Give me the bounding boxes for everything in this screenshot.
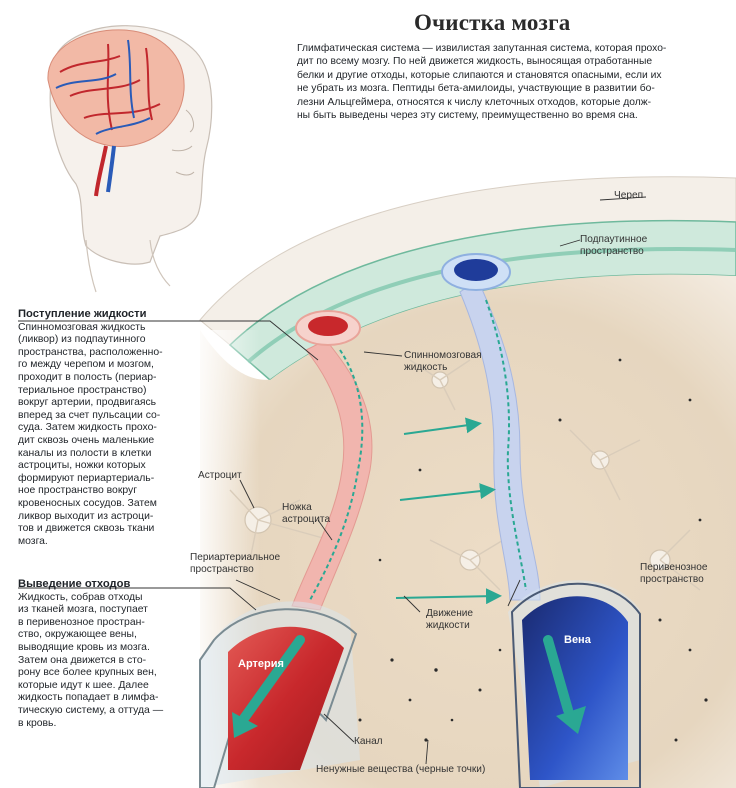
- outflow-line: Затем она движется в сто-: [18, 654, 147, 666]
- outflow-line: жидкость попадает в лимфа-: [18, 692, 159, 704]
- intro-line: ны быть выведены через эту систему, преимущественно во время сна.: [297, 110, 638, 122]
- outflow-section: [18, 578, 163, 730]
- inflow-line: тов и движется сквозь ткани: [18, 523, 155, 535]
- outflow-line: из тканей мозга, поступает: [18, 604, 148, 616]
- inflow-line: пространства, расположенно-: [18, 346, 163, 358]
- inflow-line: астроциты, ножки которых: [18, 460, 146, 472]
- inflow-line: кровеносных сосудов. Затем: [18, 497, 157, 509]
- label-fluid-motion-line: Движение: [426, 608, 474, 619]
- label-perivenous: [640, 562, 708, 586]
- label-fluid-motion-line: жидкости: [426, 620, 470, 631]
- inflow-line: ликвор выходит из астроци-: [18, 510, 154, 522]
- label-astro-foot-line: астроцита: [282, 514, 331, 525]
- inflow-line: каналы из полости в клетки: [18, 447, 152, 459]
- label-subarachnoid-line: пространство: [580, 246, 644, 257]
- intro-line: лезни Альцгеймера, относятся к числу клеточных отходов, которые долж-: [297, 96, 652, 108]
- label-vein: Вена: [564, 634, 591, 646]
- intro-line: белки и другие отходы, которые слипаются и становятся опасными, если их: [297, 69, 662, 81]
- inflow-line: го между черепом и мозгом,: [18, 359, 154, 371]
- label-subarachnoid: [580, 234, 647, 258]
- intro-line: не убрать из мозга. Пептиды бета-амилоиды, участвующие в развитии бо-: [297, 83, 655, 95]
- label-waste: Ненужные вещества (черные точки): [316, 764, 486, 775]
- outflow-line: выводящие кровь из мозга.: [18, 641, 150, 653]
- label-periarterial: [190, 552, 280, 576]
- inflow-line: проходит в полость (периар-: [18, 371, 157, 383]
- label-artery: Артерия: [238, 658, 284, 670]
- label-astrocyte: Астроцит: [198, 470, 242, 481]
- vein-cross-section: [442, 254, 510, 290]
- label-fluid-motion: [426, 608, 473, 632]
- inflow-line: вперед за счет пульсации со-: [18, 409, 161, 421]
- inflow-line: суда. Затем жидкость прохо-: [18, 422, 157, 434]
- inflow-heading: Поступление жидкости: [18, 308, 147, 320]
- head-illustration: [48, 26, 212, 292]
- label-astro-foot-line: Ножка: [282, 502, 312, 513]
- label-csf-line: Спинномозговая: [404, 350, 482, 361]
- label-perivenous-line: пространство: [640, 574, 704, 585]
- label-channel: Канал: [354, 736, 383, 747]
- inflow-line: вокруг артерии, продвигаясь: [18, 397, 157, 409]
- label-perivenous-line: Перивенозное: [640, 562, 708, 573]
- outflow-line: рону все более крупных вен,: [18, 667, 157, 679]
- label-subarachnoid-line: Подпаутинное: [580, 234, 648, 245]
- inflow-line: дит сквозь очень маленькие: [18, 434, 155, 446]
- outflow-heading: Выведение отходов: [18, 578, 131, 590]
- artery-vessel: [200, 601, 360, 788]
- label-astro-foot: [282, 502, 330, 526]
- inflow-section: [18, 308, 163, 548]
- outflow-line: тическую систему, а оттуда —: [18, 704, 164, 716]
- label-periarterial-line: пространство: [190, 564, 254, 575]
- intro-line: дит по всему мозгу. По ней движется жидкость, выносящая отработанные: [297, 56, 653, 68]
- inflow-line: Спинномозговая жидкость: [18, 321, 146, 333]
- page-title: Очистка мозга: [414, 10, 571, 35]
- outflow-line: ство, окружающее вены,: [18, 629, 137, 641]
- intro-line: Глимфатическая система — извилистая запутанная система, которая прохо-: [297, 43, 667, 54]
- outflow-line: в кровь.: [18, 717, 57, 729]
- label-csf: [404, 350, 482, 374]
- outflow-line: которые идут к шее. Далее: [18, 679, 149, 691]
- label-skull: Череп: [614, 190, 644, 201]
- inflow-line: териальное пространство): [18, 384, 147, 396]
- inflow-line: (ликвор) из подпаутинного: [18, 334, 146, 346]
- inflow-line: мозга.: [18, 535, 48, 547]
- label-periarterial-line: Периартериальное: [190, 552, 281, 563]
- outflow-line: Жидкость, собрав отходы: [18, 591, 143, 603]
- inflow-line: ное пространство вокруг: [18, 485, 138, 497]
- artery-cross-section: [296, 311, 360, 345]
- outflow-line: в перивенозное простран-: [18, 616, 145, 628]
- label-csf-line: жидкость: [404, 362, 448, 373]
- inflow-line: формируют периартериаль-: [18, 472, 155, 484]
